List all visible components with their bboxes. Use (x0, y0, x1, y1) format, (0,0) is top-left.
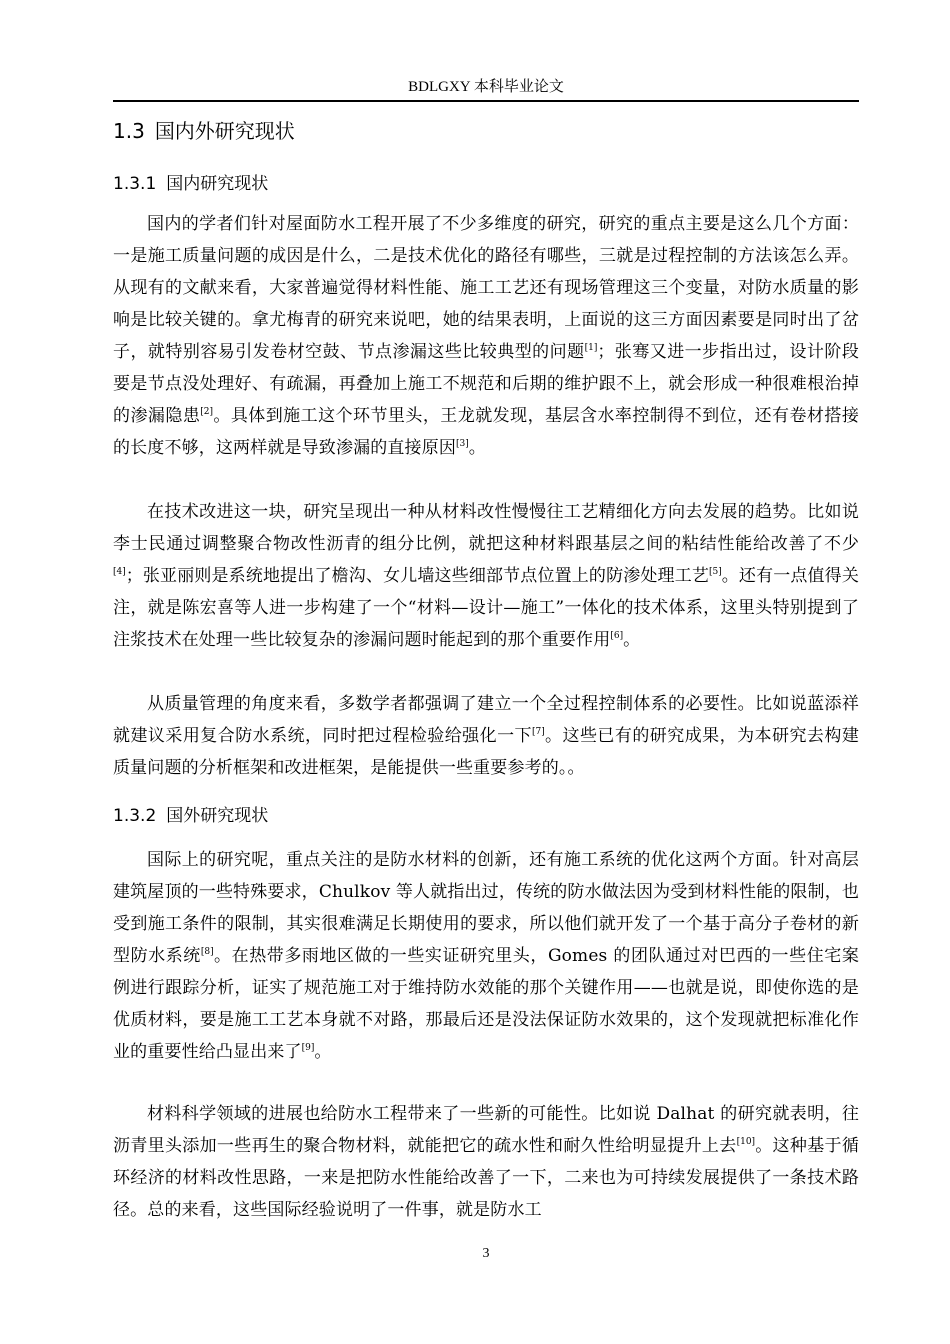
paragraph-text: 材料科学领域的进展也给防水工程带来了一些新的可能性。比如说 Dalhat 的研究就表明，往沥青里头添加一些再生的聚合物材料，就能把它的疏水性和耐久性给明显提升上去 (113, 1104, 859, 1156)
section-heading (113, 118, 295, 144)
paragraph-text: 从质量管理的角度来看，多数学者都强调了建立一个全过程控制体系的必要性。比如说蓝添祥就建议采用复合防水系统，同时把过程检验给强化一下 (113, 694, 859, 746)
citation-marker: [6] (610, 631, 624, 641)
paragraph-text: 。 (623, 630, 641, 650)
paragraph-text: 国际上的研究呢，重点关注的是防水材料的创新，还有施工系统的优化这两个方面。针对高层建筑屋顶的一些特殊要求，Chulkov 等人就指出过，传统的防水做法因为受到材料性能的限制，也受到施工条件的限制，其实很难满足长期使用的要求，所以他们就开发了一个基于高分子卷材的新型防水系统 (113, 850, 859, 966)
section-title: 国内外研究现状 (154, 119, 295, 143)
paragraph-text: 。具体到施工这个环节里头，王龙就发现，基层含水率控制得不到位，还有卷材搭接的长度不够，这两样就是导致渗漏的直接原因 (113, 406, 859, 458)
citation-marker: [7] (532, 727, 545, 737)
subsection-number: 1.3.1 (113, 174, 157, 194)
header-rule (113, 100, 859, 102)
running-header: BDLGXY 本科毕业论文 (408, 79, 564, 95)
subsection-heading-domestic (113, 172, 268, 196)
paragraph (113, 688, 859, 784)
citation-marker: [2] (200, 407, 214, 417)
paragraph (113, 844, 859, 1068)
citation-marker: [1] (584, 343, 598, 353)
citation-marker: [4] (113, 567, 126, 577)
citation-marker: [10] (736, 1137, 756, 1147)
section-number: 1.3 (113, 119, 145, 143)
paragraph-text: 。这种基于循环经济的材料改性思路，一来是把防水性能给改善了一下，二来也为可持续发展提供了一条技术路径。总的来看，这些国际经验说明了一件事，就是防水工 (113, 1136, 859, 1220)
paragraph (113, 496, 859, 656)
paragraph-text: 。 (314, 1042, 332, 1062)
paragraph (113, 1098, 859, 1226)
paragraph-text: 。还有一点值得关注，就是陈宏喜等人进一步构建了一个“材料—设计—施工”一体化的技术体系，这里头特别提到了注浆技术在处理一些比较复杂的渗漏问题时能起到的那个重要作用 (113, 566, 859, 650)
citation-marker: [5] (709, 567, 722, 577)
citation-marker: [9] (301, 1043, 315, 1053)
paragraph-text: 国内的学者们针对屋面防水工程开展了不少多维度的研究，研究的重点主要是这么几个方面：一是施工质量问题的成因是什么，二是技术优化的路径有哪些，三就是过程控制的方法该怎么弄。从现有的文献来看，大家普遍觉得材料性能、施工工艺还有现场管理这三个变量，对防水质量的影响是比较关键的。拿尤梅青的研究来说吧，她的结果表明，上面说的这三方面因素要是同时出了岔子，就特别容易引发卷材空鼓、节点渗漏这些比较典型的问题 (113, 214, 859, 362)
citation-marker: [3] (456, 439, 469, 449)
subsection-number: 1.3.2 (113, 806, 157, 826)
subsection-title: 国内研究现状 (166, 174, 269, 194)
paragraph (113, 208, 859, 464)
page-number: 3 (482, 1246, 490, 1261)
subsection-heading-foreign (113, 804, 268, 828)
paragraph-text: 。在热带多雨地区做的一些实证研究里头，Gomes 的团队通过对巴西的一些住宅案例进行跟踪分析，证实了规范施工对于维持防水效能的那个关键作用——也就是说，即使你选的是优质材料，要是施工工艺本身就不对路，那最后还是没法保证防水效果的，这个发现就把标准化作业的重要性给凸显出来了 (113, 946, 859, 1062)
paragraph-text: 。 (468, 438, 486, 458)
paragraph-text: 。这些已有的研究成果，为本研究去构建质量问题的分析框架和改进框架，是能提供一些重要参考的。。 (113, 726, 859, 778)
paragraph-text: ；张亚丽则是系统地提出了檐沟、女儿墙这些细部节点位置上的防渗处理工艺 (125, 566, 709, 586)
paragraph-text: 在技术改进这一块，研究呈现出一种从材料改性慢慢往工艺精细化方向去发展的趋势。比如说李士民通过调整聚合物改性沥青的组分比例，就把这种材料跟基层之间的粘结性能给改善了不少 (113, 502, 859, 554)
paragraph-text: ；张骞又进一步指出过，设计阶段要是节点没处理好、有疏漏，再叠加上施工不规范和后期的维护跟不上，就会形成一种很难根治掉的渗漏隐患 (113, 342, 859, 426)
subsection-title: 国外研究现状 (166, 806, 269, 826)
citation-marker: [8] (200, 947, 214, 957)
